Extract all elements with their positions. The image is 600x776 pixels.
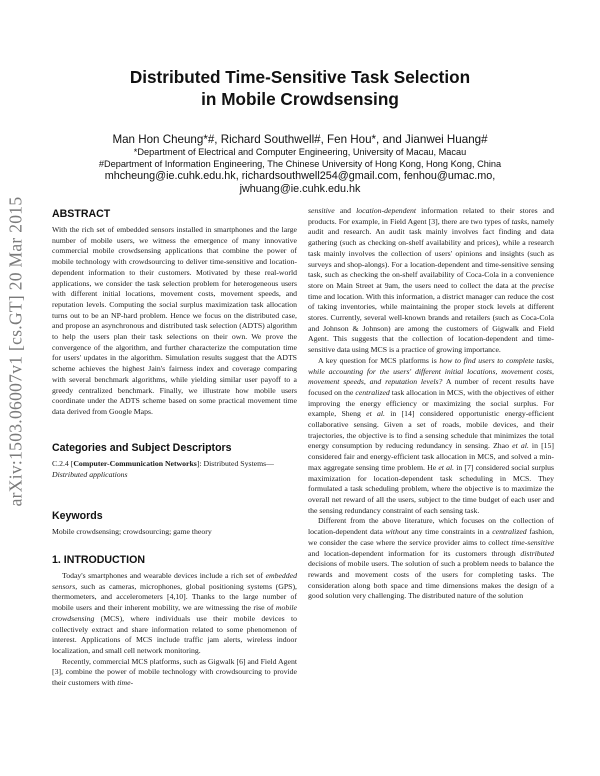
arxiv-stamp-text: arXiv:1503.06007v1 [cs.GT] 20 Mar 2015 — [5, 196, 26, 506]
affiliation-2: #Department of Information Engineering, The Chinese University of Hong Kong, Hong Kong, China — [98, 159, 502, 169]
abstract-section — [52, 208, 297, 418]
abstract-text: With the rich set of embedded sensors installed in smartphones and the large number of mobile users, we witness the emergence of many innovative commercial mobile crowdsensing applications that combine the power of mobile technology with crowdsourcing to deliver time-sensitive and location-dependent information to their customers. Motivated by these real-world applications, we consider the task selection problem for heterogeneous users with different initial locations, movement costs, movement speeds, and reputation levels. Computing the social surplus maximization task allocation turns out to be an NP-hard problem. Hence we focus on the distributed case, and propose an asynchronous and distributed task selection (ADTS) algorithm to help the users plan their task selections on their own. We prove the convergence of the algorithm, and further characterize the computation time for users' updates in the algorithm. Simulation results suggest that the ADTS scheme achieves the highest Jain's fairness index and coverage comparing with several benchmark algorithms, while yielding similar user payoff to a greedy centralized benchmark. Finally, we illustrate how mobile users coordinate under the ADTS scheme based on some practical movement time data derived from Google Maps. — [52, 225, 297, 416]
title-line-1: Distributed Time-Sensitive Task Selection — [129, 67, 471, 87]
intro-paragraph-1: Today's smartphones and wearable devices include a rich set of embedded sensors, such as cameras, microphones, global positioning systems (GPS), thermometers, and accelerometers [4,10]. Thanks to the large number of mobile users and their inherent mobility, we are witnessing the rise of mobile crowdsensing (MCS), where individuals use their mobile devices to collectively extract and share information related to some phenomenon of interest. Applications of MCS include traffic jam alerts, wireless indoor localization, and small cell network monitoring. — [52, 571, 297, 655]
intro-paragraph-4: Different from the above literature, which focuses on the collection of location-dependent data without any time constraints in a centralized fashion, we consider the case where the service provider aims to collect time-sensitive and location-dependent information for its customers through distributed decisions of mobile users. The solution of such a problem needs to balance the rewards and movement costs of the users for completing tasks. The consideration along both space and time dimensions makes the design of a good solution very challenging. The distributed nature of the solution — [308, 516, 554, 601]
author-emails-line-1: mhcheung@ie.cuhk.edu.hk, richardsouthwell254@gmail.com, fenhou@umac.mo, — [104, 170, 496, 182]
intro-paragraph-2: Recently, commercial MCS platforms, such as Gigwalk [6] and Field Agent [3], combine the power of mobile technology with crowdsourcing to provide their customers with time- — [52, 656, 297, 688]
paper-title — [60, 66, 540, 110]
categories-text: C.2.4 [Computer-Communication Networks]: Distributed Systems—Distributed applications — [52, 459, 274, 479]
keywords-text: Mobile crowdsensing; crowdsourcing; game theory — [52, 527, 212, 536]
intro-paragraph-3: A key question for MCS platforms is how to find users to complete tasks, while accounting for the users' different initial locations, movement costs, movement speeds, and reputation levels? A number of recent results have focused on the centralized task allocation in MCS, with the objectives of either improving the energy efficiency or maximizing the social surplus. For example, Sheng et al. in [14] considered opportunistic energy-efficient collaborative sensing. Given a set of roads, mobile devices, and their trajectories, the objective is to find a sensing schedule that minimizes the total energy consumption by reducing redundancy in sensing. Zhao et al. in [15] considered fair and energy-efficient task allocation in MCS, and solved a min-max aggregate sensing time problem. He et al. in [7] considered social surplus maximization for location-dependent task scheduling in MCS. They formulated a task scheduling problem, where the objective is to maximize the overall net reward of all the users, subject to the time budget of each user and the sensing redundancy constraint of each sensing task. — [308, 355, 554, 515]
keywords-section — [52, 510, 297, 538]
abstract-heading: ABSTRACT — [52, 208, 111, 220]
right-column — [308, 206, 554, 602]
title-line-2: in Mobile Crowdsensing — [201, 89, 399, 109]
author-names: Man Hon Cheung*#, Richard Southwell#, Fen Hou*, and Jianwei Huang# — [112, 133, 488, 146]
keywords-heading: Keywords — [52, 510, 103, 522]
affiliation-1: *Department of Electrical and Computer Engineering, University of Macau, Macau — [133, 147, 467, 157]
author-emails-line-2: jwhuang@ie.cuhk.edu.hk — [239, 183, 361, 195]
intro-paragraph-2-continued: sensitive and location-dependent information related to their stores and products. For example, in Field Agent [3], there are two types of tasks, namely audit and research. An audit task mainly involves fact finding and data gathering (such as checking on-shelf availability and prices), while a research task mainly involves the collection of users' opinions and insights (such as surveys and shop-alongs). For a location-dependent and time-sensitive sensing task, such as checking the on-shelf availability of Coca-Cola in a convenience store on Main Street at 9am, the users need to collect the data at the precise time and location. With this information, a district manager can reduce the cost of taking inventories, while maintaining the proper stock levels at different stores. Currently, several well-known brands and retailers (such as Coca-Cola and Johnson & Johnson) are among the customers of Gigwalk and Field Agent. This suggests that the collection of location-dependent and time-sensitive data using MCS is a practice of growing importance. — [308, 206, 555, 355]
introduction-section — [52, 554, 297, 689]
categories-section — [52, 442, 297, 480]
categories-heading: Categories and Subject Descriptors — [52, 442, 232, 454]
arxiv-stamp — [2, 186, 30, 516]
author-block — [60, 133, 540, 196]
introduction-heading: 1. INTRODUCTION — [52, 554, 145, 566]
